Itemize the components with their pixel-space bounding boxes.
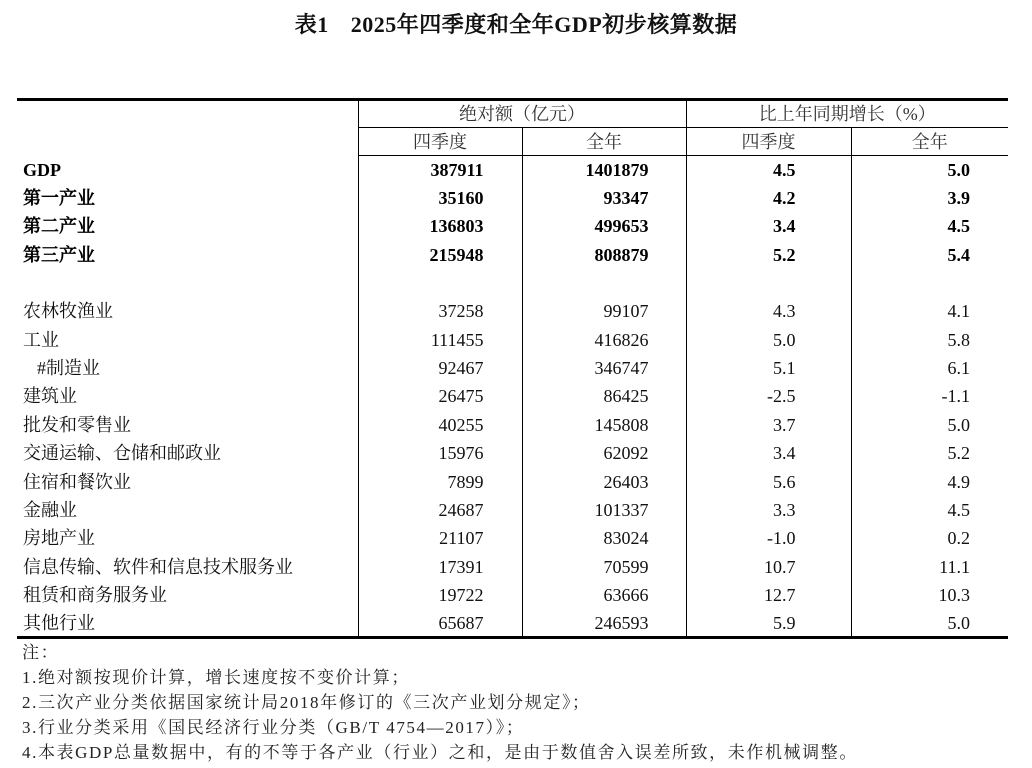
cell-year-growth: 0.2 (851, 524, 1008, 552)
cell-year-abs: 86425 (522, 382, 686, 410)
table-title (0, 8, 1032, 39)
cell-year-growth: 5.4 (851, 241, 1008, 269)
table-row (17, 411, 1008, 439)
cell-q4-growth: 5.0 (686, 325, 851, 353)
cell-q4-abs: 387911 (358, 156, 522, 184)
table-number: 表1 (294, 12, 329, 37)
table-spacer-row (17, 269, 1008, 297)
cell-q4-abs: 19722 (358, 581, 522, 609)
cell-year-growth: 3.9 (851, 184, 1008, 212)
table-row (17, 439, 1008, 467)
row-label: 第一产业 (23, 188, 95, 209)
cell-year-abs: 499653 (522, 212, 686, 240)
table-row (17, 297, 1008, 325)
cell-year-abs: 62092 (522, 439, 686, 467)
cell-year-growth: 10.3 (851, 581, 1008, 609)
header-abs-q4: 四季度 (358, 128, 522, 156)
note-item: 1.绝对额按现价计算，增长速度按不变价计算； (22, 668, 410, 687)
cell-year-growth: -1.1 (851, 382, 1008, 410)
cell-year-abs: 26403 (522, 467, 686, 495)
cell-year-abs: 246593 (522, 609, 686, 637)
row-label: 金融业 (23, 499, 77, 520)
cell-year-growth: 5.2 (851, 439, 1008, 467)
table-row (17, 581, 1008, 609)
note-item: 2.三次产业分类依据国家统计局2018年修订的《三次产业划分规定》； (22, 693, 591, 712)
cell-q4-growth (686, 269, 851, 297)
cell-q4-abs: 17391 (358, 553, 522, 581)
header-abs-year: 全年 (522, 128, 686, 156)
row-label: 住宿和餐饮业 (23, 471, 131, 492)
header-growth-q4: 四季度 (686, 128, 851, 156)
header-row-groups (17, 100, 1008, 128)
cell-q4-growth: 3.4 (686, 212, 851, 240)
cell-q4-abs: 7899 (358, 467, 522, 495)
note-item: 4.本表GDP总量数据中，有的不等于各产业（行业）之和，是由于数值舍入误差所致，未作机械调整。 (22, 743, 858, 762)
notes-label: 注： (22, 643, 60, 662)
cell-q4-growth: 4.2 (686, 184, 851, 212)
cell-q4-abs: 92467 (358, 354, 522, 382)
cell-q4-abs (358, 269, 522, 297)
cell-year-abs: 93347 (522, 184, 686, 212)
cell-year-abs: 346747 (522, 354, 686, 382)
note-item: 3.行业分类采用《国民经济行业分类（GB/T 4754—2017）》； (22, 718, 525, 737)
cell-q4-growth: 4.5 (686, 156, 851, 184)
table-row-tertiary-industry (17, 241, 1008, 269)
table-row (17, 382, 1008, 410)
table-row-primary-industry (17, 184, 1008, 212)
cell-q4-abs: 37258 (358, 297, 522, 325)
header-growth: 比上年同期增长（%） (686, 100, 1008, 128)
cell-q4-abs: 24687 (358, 496, 522, 524)
cell-q4-abs: 40255 (358, 411, 522, 439)
cell-year-growth: 5.0 (851, 156, 1008, 184)
cell-q4-abs: 21107 (358, 524, 522, 552)
cell-year-abs: 63666 (522, 581, 686, 609)
cell-q4-growth: 5.2 (686, 241, 851, 269)
table-row (17, 467, 1008, 495)
cell-year-growth: 5.8 (851, 325, 1008, 353)
cell-year-growth: 4.1 (851, 297, 1008, 325)
cell-year-abs: 83024 (522, 524, 686, 552)
cell-year-abs: 145808 (522, 411, 686, 439)
cell-year-abs: 416826 (522, 325, 686, 353)
header-absolute: 绝对额（亿元） (358, 100, 686, 128)
row-label: 其他行业 (17, 609, 358, 637)
cell-year-growth: 4.5 (851, 212, 1008, 240)
cell-year-growth (851, 269, 1008, 297)
row-label: 第三产业 (23, 244, 95, 265)
table-row (17, 609, 1008, 637)
cell-q4-abs: 35160 (358, 184, 522, 212)
cell-q4-growth: 3.3 (686, 496, 851, 524)
header-growth-year: 全年 (851, 128, 1008, 156)
cell-q4-growth: 12.7 (686, 581, 851, 609)
gdp-table (17, 98, 1008, 639)
cell-year-abs: 1401879 (522, 156, 686, 184)
table-row (17, 354, 1008, 382)
row-label: 批发和零售业 (23, 414, 131, 435)
table-notes (22, 640, 1022, 765)
table-title-text: 2025年四季度和全年GDP初步核算数据 (350, 12, 738, 37)
row-label: 农林牧渔业 (23, 301, 113, 322)
row-label: 租赁和商务服务业 (23, 585, 167, 606)
table-row (17, 524, 1008, 552)
table-row (17, 325, 1008, 353)
cell-q4-abs: 65687 (358, 609, 522, 637)
row-label (17, 269, 358, 297)
cell-year-growth: 5.0 (851, 411, 1008, 439)
row-label: #制造业 (37, 358, 100, 379)
cell-year-abs (522, 269, 686, 297)
cell-year-growth: 5.0 (851, 609, 1008, 637)
cell-year-abs: 808879 (522, 241, 686, 269)
row-label: 工业 (23, 329, 59, 350)
cell-q4-growth: -1.0 (686, 524, 851, 552)
cell-q4-abs: 215948 (358, 241, 522, 269)
cell-q4-growth: 4.3 (686, 297, 851, 325)
cell-year-abs: 101337 (522, 496, 686, 524)
table-row-secondary-industry (17, 212, 1008, 240)
cell-q4-growth: 3.4 (686, 439, 851, 467)
cell-year-abs: 70599 (522, 553, 686, 581)
cell-q4-growth: -2.5 (686, 382, 851, 410)
row-label: 建筑业 (23, 386, 77, 407)
cell-q4-growth: 10.7 (686, 553, 851, 581)
cell-year-growth: 11.1 (851, 553, 1008, 581)
cell-q4-abs: 136803 (358, 212, 522, 240)
table-row-gdp (17, 156, 1008, 184)
cell-q4-growth: 5.6 (686, 467, 851, 495)
cell-year-growth: 6.1 (851, 354, 1008, 382)
row-label: GDP (23, 159, 61, 180)
cell-year-abs: 99107 (522, 297, 686, 325)
row-label: 交通运输、仓储和邮政业 (23, 443, 221, 464)
cell-q4-abs: 26475 (358, 382, 522, 410)
cell-year-growth: 4.5 (851, 496, 1008, 524)
cell-q4-abs: 15976 (358, 439, 522, 467)
cell-q4-growth: 5.1 (686, 354, 851, 382)
row-label: 第二产业 (23, 216, 95, 237)
row-label: 信息传输、软件和信息技术服务业 (23, 556, 293, 577)
table-row (17, 496, 1008, 524)
cell-q4-growth: 5.9 (686, 609, 851, 637)
cell-year-growth: 4.9 (851, 467, 1008, 495)
cell-q4-growth: 3.7 (686, 411, 851, 439)
table-row (17, 553, 1008, 581)
header-corner (17, 100, 358, 156)
cell-q4-abs: 111455 (358, 325, 522, 353)
row-label: 房地产业 (23, 528, 95, 549)
